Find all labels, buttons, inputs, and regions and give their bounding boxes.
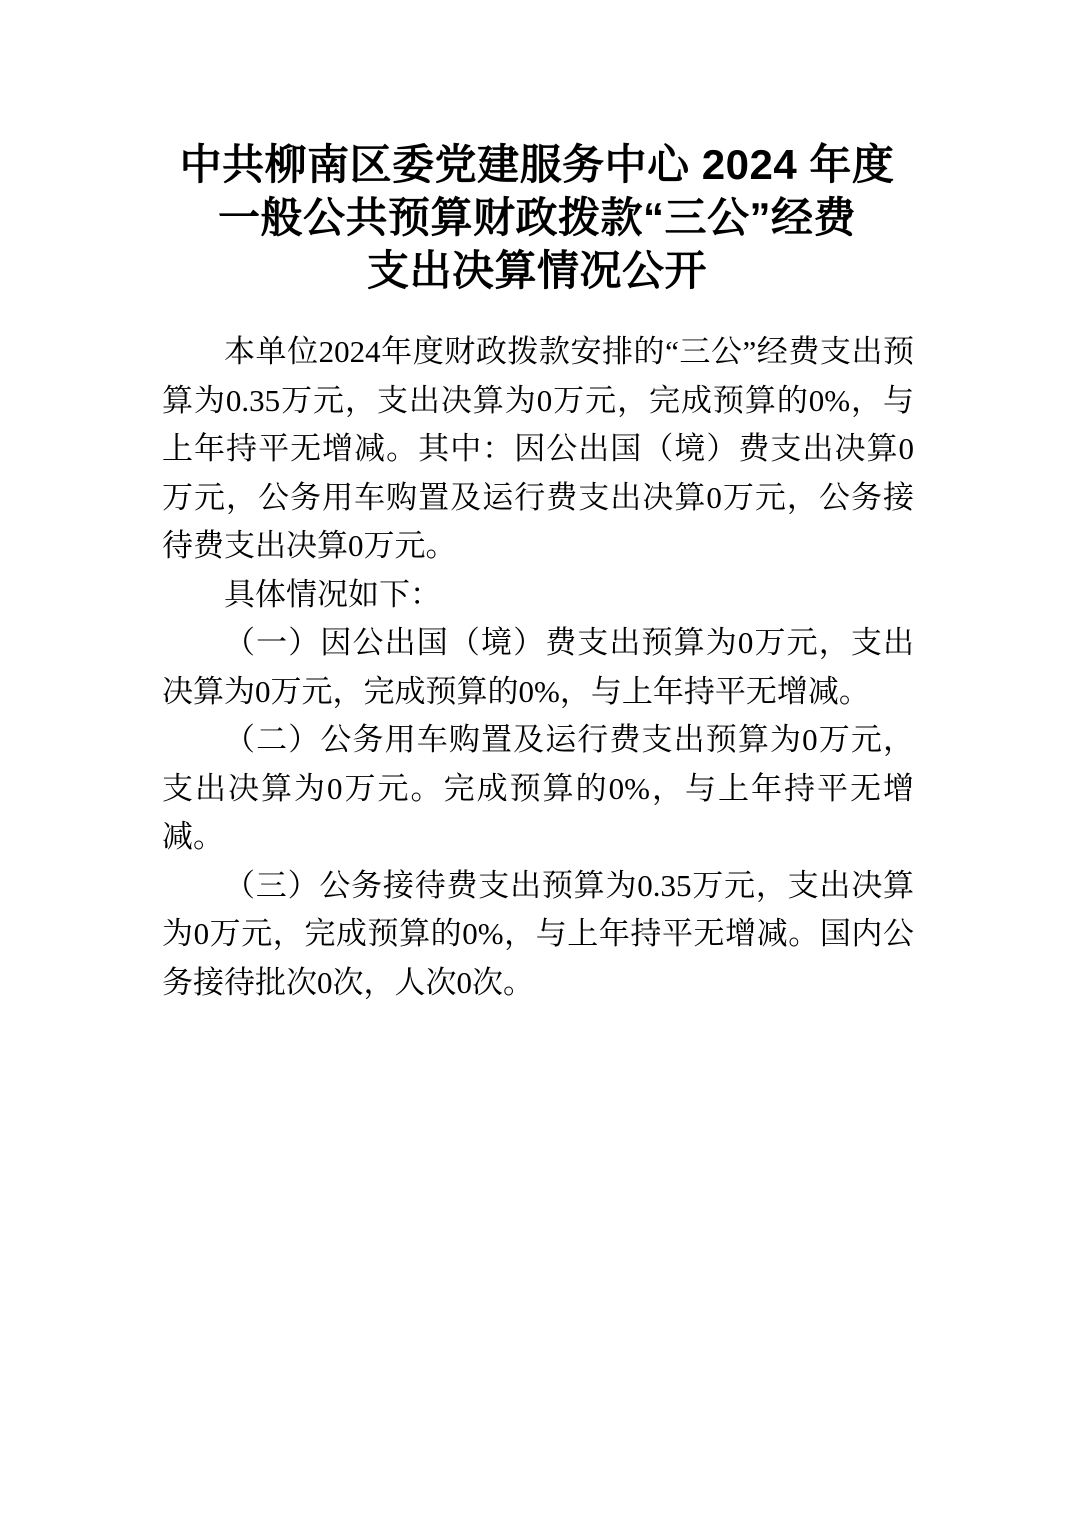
- paragraph-item-2-official-vehicles: （二）公务用车购置及运行费支出预算为0万元，支出决算为0万元。完成预算的0%，与上年持平无增减。: [162, 722, 914, 854]
- title-line-3: 支出决算情况公开: [366, 247, 707, 294]
- document-title: [0, 0, 1074, 297]
- paragraph-item-1-overseas-travel: （一）因公出国（境）费支出预算为0万元，支出决算为0万元，完成预算的0%，与上年持平无增减。: [162, 625, 914, 709]
- title-line-2: 一般公共预算财政拨款“三公”经费: [217, 194, 856, 241]
- paragraph-details-intro: 具体情况如下：: [224, 576, 441, 612]
- document-body: [162, 328, 914, 1007]
- title-line-1: 中共柳南区委党建服务中心 2024 年度: [179, 141, 895, 188]
- paragraph-summary: 本单位2024年度财政拨款安排的“三公”经费支出预算为0.35万元，支出决算为0万元，完成预算的0%，与上年持平无增减。其中：因公出国（境）费支出决算0万元，公务用车购置及运行费支出决算0万元，公务接待费支出决算0万元。: [162, 334, 914, 563]
- paragraph-item-3-official-reception: （三）公务接待费支出预算为0.35万元，支出决算为0万元，完成预算的0%，与上年持平无增减。国内公务接待批次0次，人次0次。: [162, 867, 914, 1000]
